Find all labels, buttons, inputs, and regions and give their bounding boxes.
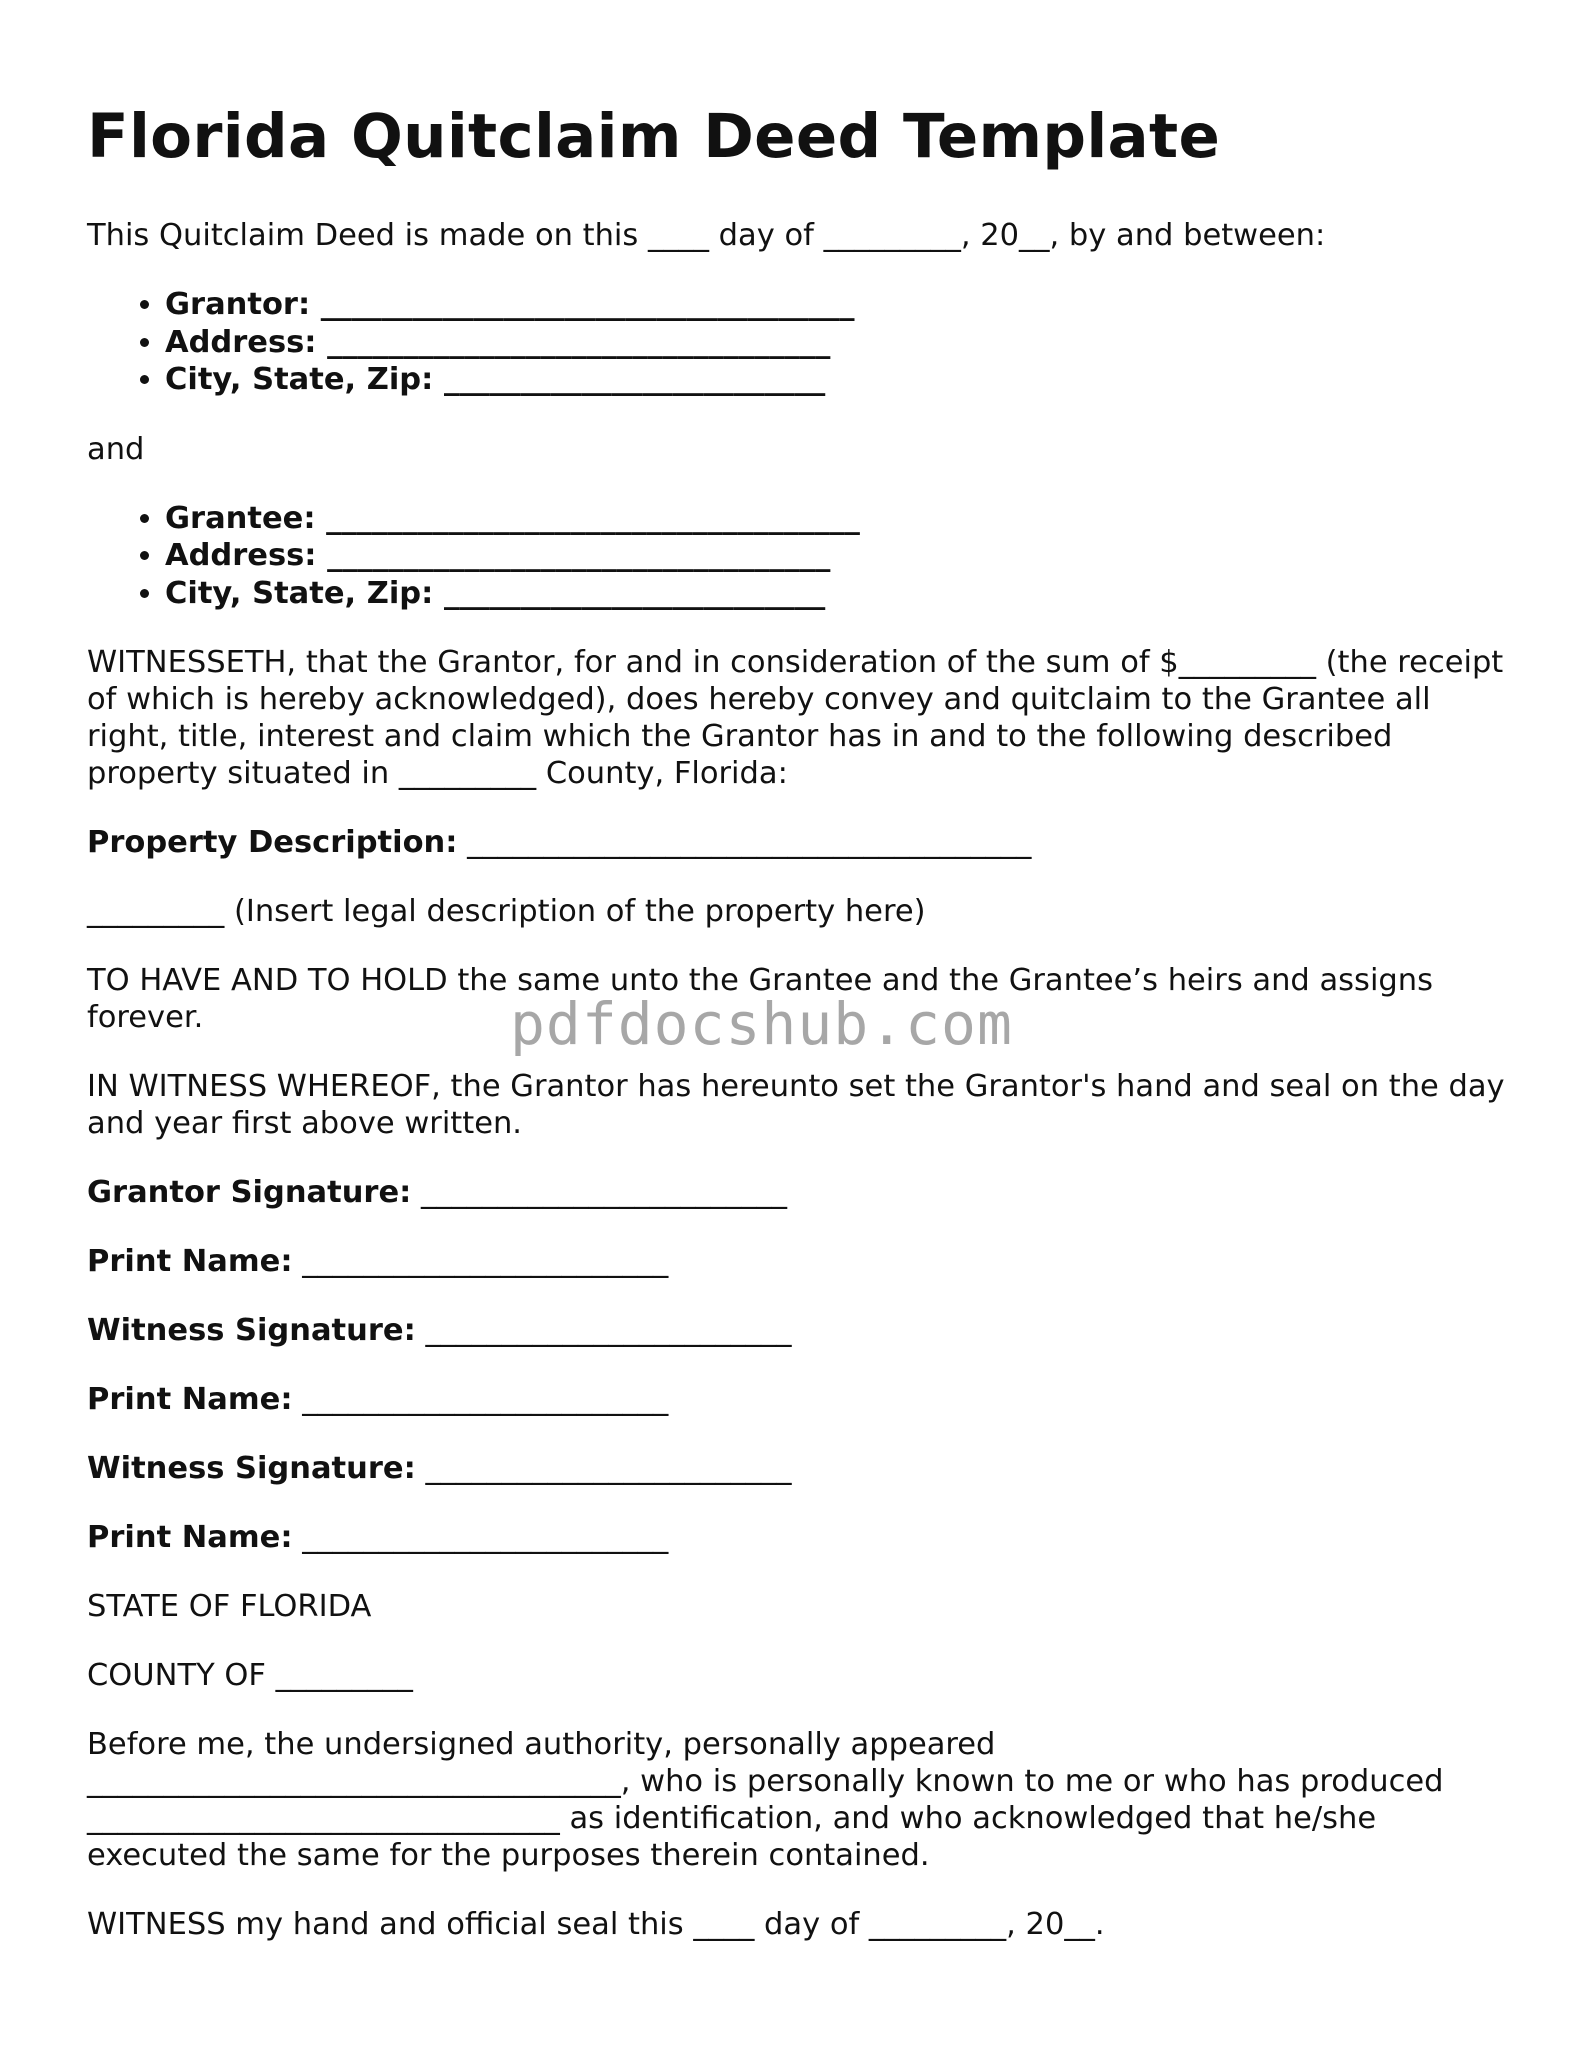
grantor-address-blank: _________________________________ [327,324,831,360]
grantor-city-field: • City, State, Zip: _________________________ [165,361,1517,399]
witness-hand-paragraph: WITNESS my hand and official seal this ____ day of _________, 20__. [87,1907,1105,1943]
habendum-paragraph: TO HAVE AND TO HOLD the same unto the Grantee and the Grantee’s heirs and assigns forever. [87,963,1434,1036]
grantee-name-field: • Grantee: ___________________________________ [165,500,1517,538]
witness1-signature-field: Witness Signature: ________________________ [87,1313,792,1349]
notary-paragraph: Before me, the undersigned authority, personally appeared ___________________________________, who is personally known to me or who has produced _______________________________ as identification, and who acknowledged that he/she executed the same for the purposes therein contained. [87,1727,1444,1874]
grantee-city-blank: _________________________ [443,575,826,611]
grantee-city-field: • City, State, Zip: _________________________ [165,575,1517,613]
grantor-address-field: • Address: _________________________________ [165,324,1517,362]
grantee-list [87,500,1517,613]
grantor-print-name-blank: ________________________ [302,1244,669,1280]
grantee-address-blank: _________________________________ [327,538,831,574]
witness1-print-name-field: Print Name: ________________________ [87,1382,669,1418]
grantor-city-blank: _________________________ [443,362,826,398]
witness2-print-name-blank: ________________________ [302,1520,669,1556]
legal-description-paragraph: _________ (Insert legal description of the property here) [87,894,926,930]
witness1-print-name-blank: ________________________ [302,1382,669,1418]
page-title: Florida Quitclaim Deed Template [87,101,1221,172]
intro-paragraph: This Quitclaim Deed is made on this ____ day of _________, 20__, by and between: [87,218,1326,254]
witness2-signature-field: Witness Signature: ________________________ [87,1451,792,1487]
property-description-field: Property Description: _____________________________________ [87,825,1032,861]
in-witness-paragraph: IN WITNESS WHEREOF, the Grantor has hereunto set the Grantor's hand and seal on the day and year first above written. [87,1069,1505,1142]
witness1-signature-blank: ________________________ [425,1313,792,1349]
witness2-print-name-field: Print Name: ________________________ [87,1520,669,1556]
and-text: and [87,431,145,467]
grantor-signature-blank: ________________________ [421,1175,788,1211]
witnesseth-paragraph: WITNESSETH, that the Grantor, for and in consideration of the sum of $_________ (the receipt of which is hereby acknowledged), does hereby convey and quitclaim to the Grantee all right, title, interest and claim which the Grantor has in and to the following described property situated in _________ County, Florida: [87,645,1504,792]
property-description-blank: _____________________________________ [467,825,1032,861]
grantee-address-field: • Address: _________________________________ [165,537,1517,575]
grantor-print-name-field: Print Name: ________________________ [87,1244,669,1280]
witness2-signature-blank: ________________________ [425,1451,792,1487]
watermark-text: pdfdocshub.com [510,990,1013,1058]
grantor-signature-field: Grantor Signature: ________________________ [87,1175,788,1211]
county-line: COUNTY OF _________ [87,1658,413,1694]
grantor-name-blank: ___________________________________ [320,287,855,323]
grantor-list [87,286,1517,399]
grantor-name-field: • Grantor: ___________________________________ [165,286,1517,324]
state-line: STATE OF FLORIDA [87,1589,372,1625]
grantee-name-blank: ___________________________________ [326,500,860,536]
